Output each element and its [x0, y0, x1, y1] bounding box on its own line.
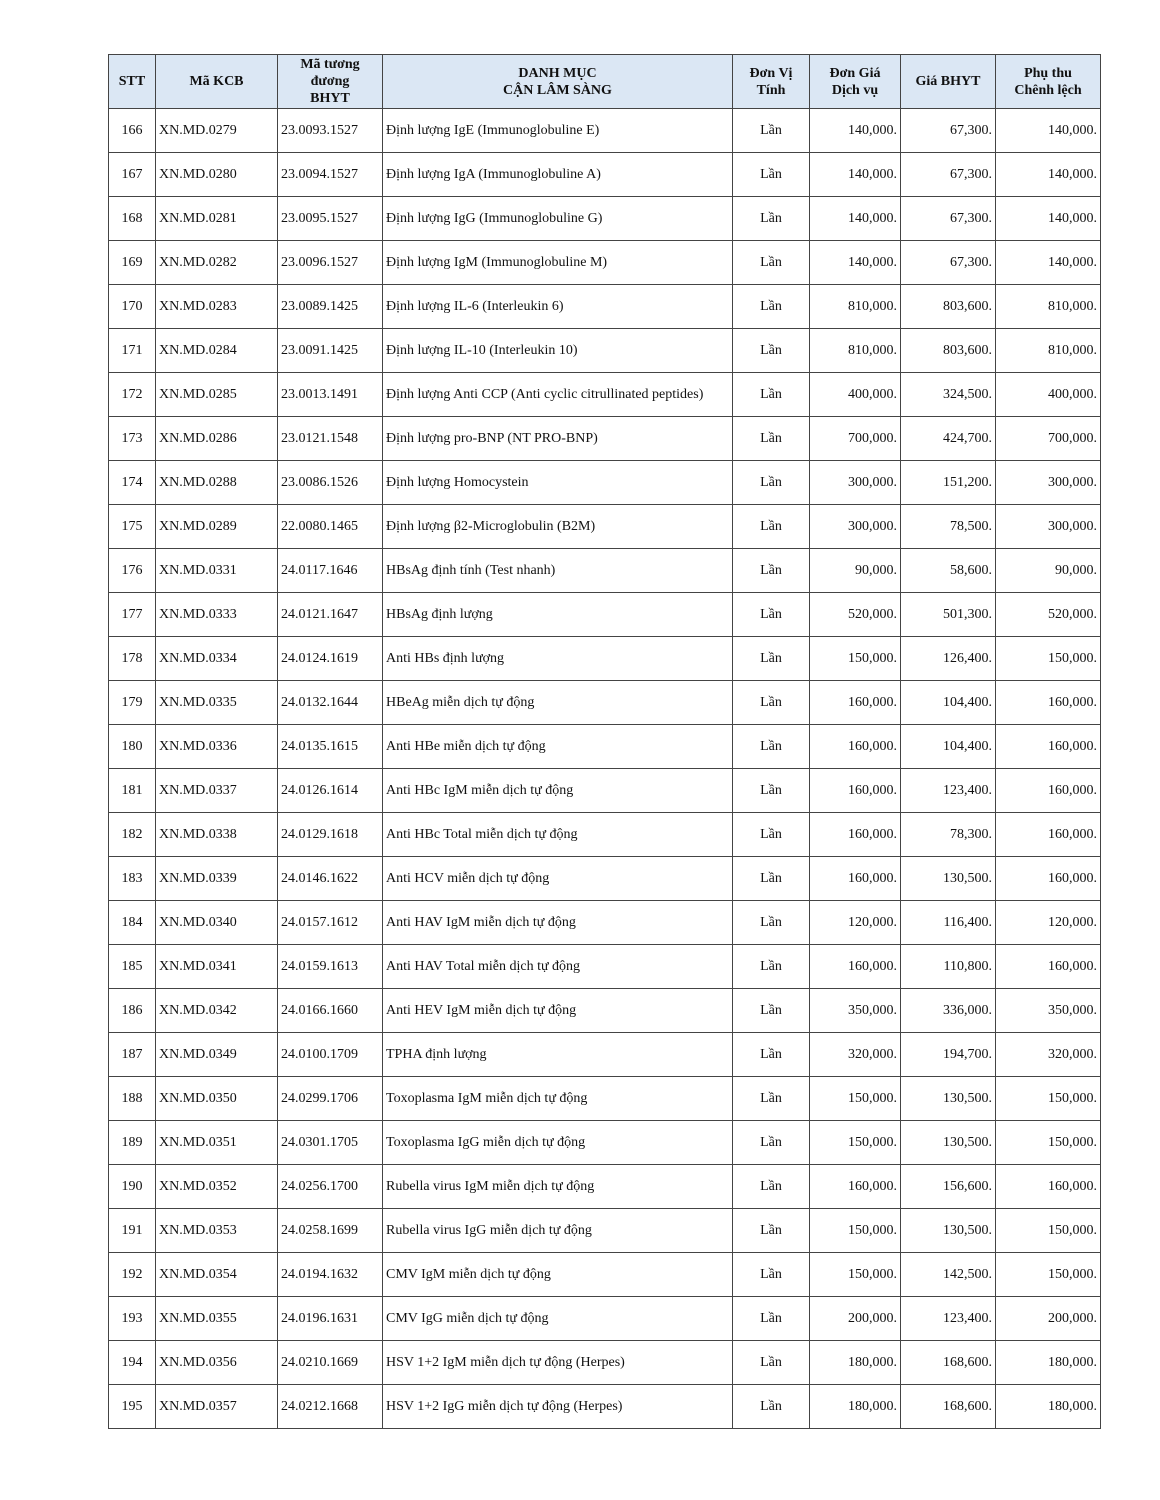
cell-phu-thu: 150,000.	[996, 1209, 1101, 1253]
cell-don-gia: 150,000.	[810, 1253, 901, 1297]
cell-ma-tuong-duong: 24.0194.1632	[278, 1253, 383, 1297]
cell-danh-muc: Định lượng IgM (Immunoglobuline M)	[383, 241, 733, 285]
cell-stt: 166	[109, 109, 156, 153]
table-row	[109, 1253, 1101, 1297]
cell-ma-kcb: XN.MD.0338	[156, 813, 278, 857]
cell-ma-tuong-duong: 23.0095.1527	[278, 197, 383, 241]
cell-don-gia: 160,000.	[810, 681, 901, 725]
cell-gia-bhyt: 126,400.	[901, 637, 996, 681]
cell-gia-bhyt: 156,600.	[901, 1165, 996, 1209]
cell-ma-kcb: XN.MD.0341	[156, 945, 278, 989]
cell-gia-bhyt: 324,500.	[901, 373, 996, 417]
cell-don-gia: 520,000.	[810, 593, 901, 637]
cell-don-gia: 160,000.	[810, 725, 901, 769]
cell-phu-thu: 300,000.	[996, 461, 1101, 505]
cell-danh-muc: Định lượng pro-BNP (NT PRO-BNP)	[383, 417, 733, 461]
cell-ma-kcb: XN.MD.0285	[156, 373, 278, 417]
cell-phu-thu: 160,000.	[996, 725, 1101, 769]
table-row	[109, 241, 1101, 285]
table-row	[109, 153, 1101, 197]
cell-phu-thu: 90,000.	[996, 549, 1101, 593]
cell-phu-thu: 400,000.	[996, 373, 1101, 417]
cell-don-vi: Lần	[733, 417, 810, 461]
header-ma-tuong-duong	[278, 55, 383, 109]
header-don-gia-line: Đơn Giá	[829, 65, 881, 81]
cell-don-gia: 810,000.	[810, 329, 901, 373]
cell-stt: 192	[109, 1253, 156, 1297]
cell-ma-kcb: XN.MD.0333	[156, 593, 278, 637]
table-row	[109, 813, 1101, 857]
cell-gia-bhyt: 104,400.	[901, 681, 996, 725]
cell-ma-tuong-duong: 23.0096.1527	[278, 241, 383, 285]
cell-ma-kcb: XN.MD.0352	[156, 1165, 278, 1209]
cell-ma-tuong-duong: 23.0094.1527	[278, 153, 383, 197]
cell-don-vi: Lần	[733, 373, 810, 417]
table-row	[109, 1121, 1101, 1165]
table-row	[109, 329, 1101, 373]
cell-stt: 184	[109, 901, 156, 945]
cell-don-gia: 810,000.	[810, 285, 901, 329]
cell-ma-kcb: XN.MD.0334	[156, 637, 278, 681]
cell-phu-thu: 520,000.	[996, 593, 1101, 637]
table-row	[109, 1385, 1101, 1429]
cell-ma-tuong-duong: 24.0258.1699	[278, 1209, 383, 1253]
cell-danh-muc: Định lượng Anti CCP (Anti cyclic citrullinated peptides)	[383, 373, 733, 417]
cell-don-vi: Lần	[733, 1077, 810, 1121]
cell-danh-muc: CMV IgG miễn dịch tự động	[383, 1297, 733, 1341]
cell-don-gia: 200,000.	[810, 1297, 901, 1341]
cell-gia-bhyt: 130,500.	[901, 1121, 996, 1165]
cell-ma-tuong-duong: 24.0124.1619	[278, 637, 383, 681]
cell-ma-kcb: XN.MD.0284	[156, 329, 278, 373]
cell-phu-thu: 320,000.	[996, 1033, 1101, 1077]
cell-danh-muc: Định lượng IgA (Immunoglobuline A)	[383, 153, 733, 197]
cell-don-vi: Lần	[733, 725, 810, 769]
cell-ma-kcb: XN.MD.0331	[156, 549, 278, 593]
cell-don-gia: 140,000.	[810, 197, 901, 241]
cell-stt: 180	[109, 725, 156, 769]
cell-danh-muc: Định lượng Homocystein	[383, 461, 733, 505]
cell-don-vi: Lần	[733, 153, 810, 197]
cell-don-gia: 140,000.	[810, 109, 901, 153]
cell-stt: 172	[109, 373, 156, 417]
cell-don-vi: Lần	[733, 857, 810, 901]
cell-gia-bhyt: 116,400.	[901, 901, 996, 945]
cell-don-vi: Lần	[733, 769, 810, 813]
cell-stt: 170	[109, 285, 156, 329]
cell-ma-tuong-duong: 23.0013.1491	[278, 373, 383, 417]
table-row	[109, 549, 1101, 593]
cell-stt: 171	[109, 329, 156, 373]
cell-phu-thu: 160,000.	[996, 1165, 1101, 1209]
header-ma-tuong-duong-line: đương	[310, 74, 350, 89]
table-row	[109, 285, 1101, 329]
cell-phu-thu: 810,000.	[996, 329, 1101, 373]
cell-ma-tuong-duong: 24.0129.1618	[278, 813, 383, 857]
header-phu-thu-line: Chênh lệch	[1014, 82, 1082, 98]
cell-stt: 183	[109, 857, 156, 901]
table-row	[109, 109, 1101, 153]
table-row	[109, 1077, 1101, 1121]
cell-gia-bhyt: 194,700.	[901, 1033, 996, 1077]
cell-ma-tuong-duong: 24.0210.1669	[278, 1341, 383, 1385]
cell-don-vi: Lần	[733, 945, 810, 989]
cell-phu-thu: 160,000.	[996, 813, 1101, 857]
cell-don-gia: 320,000.	[810, 1033, 901, 1077]
cell-don-gia: 160,000.	[810, 813, 901, 857]
cell-don-vi: Lần	[733, 1165, 810, 1209]
cell-don-vi: Lần	[733, 989, 810, 1033]
cell-ma-tuong-duong: 24.0132.1644	[278, 681, 383, 725]
header-phu-thu-line: Phụ thu	[1024, 65, 1072, 81]
cell-ma-kcb: XN.MD.0350	[156, 1077, 278, 1121]
cell-gia-bhyt: 424,700.	[901, 417, 996, 461]
table-row	[109, 593, 1101, 637]
cell-don-vi: Lần	[733, 505, 810, 549]
cell-phu-thu: 140,000.	[996, 241, 1101, 285]
cell-gia-bhyt: 123,400.	[901, 1297, 996, 1341]
cell-ma-kcb: XN.MD.0349	[156, 1033, 278, 1077]
cell-don-vi: Lần	[733, 1385, 810, 1429]
cell-phu-thu: 150,000.	[996, 1253, 1101, 1297]
cell-danh-muc: Anti HCV miễn dịch tự động	[383, 857, 733, 901]
header-ma-tuong-duong-line: BHYT	[310, 91, 350, 106]
cell-ma-tuong-duong: 24.0157.1612	[278, 901, 383, 945]
cell-danh-muc: Anti HBs định lượng	[383, 637, 733, 681]
cell-phu-thu: 140,000.	[996, 109, 1101, 153]
cell-phu-thu: 160,000.	[996, 681, 1101, 725]
cell-gia-bhyt: 130,500.	[901, 857, 996, 901]
cell-ma-tuong-duong: 24.0117.1646	[278, 549, 383, 593]
cell-phu-thu: 700,000.	[996, 417, 1101, 461]
header-phu-thu	[996, 55, 1101, 109]
header-danh-muc-line: CẬN LÂM SÀNG	[503, 82, 612, 98]
cell-ma-tuong-duong: 24.0126.1614	[278, 769, 383, 813]
table-row	[109, 461, 1101, 505]
cell-ma-tuong-duong: 24.0196.1631	[278, 1297, 383, 1341]
cell-danh-muc: Toxoplasma IgM miễn dịch tự động	[383, 1077, 733, 1121]
cell-phu-thu: 200,000.	[996, 1297, 1101, 1341]
price-table	[108, 54, 1101, 1429]
cell-gia-bhyt: 168,600.	[901, 1341, 996, 1385]
cell-gia-bhyt: 151,200.	[901, 461, 996, 505]
cell-stt: 188	[109, 1077, 156, 1121]
cell-don-vi: Lần	[733, 901, 810, 945]
cell-don-gia: 150,000.	[810, 637, 901, 681]
cell-stt: 194	[109, 1341, 156, 1385]
header-don-vi-line: Đơn Vị	[749, 65, 793, 81]
cell-danh-muc: Rubella virus IgG miễn dịch tự động	[383, 1209, 733, 1253]
cell-danh-muc: Anti HBc Total miễn dịch tự động	[383, 813, 733, 857]
table-row	[109, 417, 1101, 461]
cell-phu-thu: 120,000.	[996, 901, 1101, 945]
cell-danh-muc: Rubella virus IgM miễn dịch tự động	[383, 1165, 733, 1209]
cell-ma-kcb: XN.MD.0339	[156, 857, 278, 901]
cell-stt: 193	[109, 1297, 156, 1341]
table-row	[109, 1033, 1101, 1077]
table-row	[109, 945, 1101, 989]
cell-ma-kcb: XN.MD.0337	[156, 769, 278, 813]
cell-ma-kcb: XN.MD.0355	[156, 1297, 278, 1341]
cell-don-vi: Lần	[733, 329, 810, 373]
cell-danh-muc: TPHA định lượng	[383, 1033, 733, 1077]
cell-gia-bhyt: 67,300.	[901, 109, 996, 153]
cell-don-gia: 350,000.	[810, 989, 901, 1033]
cell-don-vi: Lần	[733, 1033, 810, 1077]
cell-don-vi: Lần	[733, 813, 810, 857]
cell-ma-tuong-duong: 23.0091.1425	[278, 329, 383, 373]
cell-stt: 176	[109, 549, 156, 593]
cell-gia-bhyt: 130,500.	[901, 1209, 996, 1253]
cell-don-vi: Lần	[733, 241, 810, 285]
cell-ma-kcb: XN.MD.0280	[156, 153, 278, 197]
cell-stt: 186	[109, 989, 156, 1033]
cell-ma-kcb: XN.MD.0335	[156, 681, 278, 725]
cell-phu-thu: 140,000.	[996, 197, 1101, 241]
cell-ma-kcb: XN.MD.0340	[156, 901, 278, 945]
cell-don-gia: 180,000.	[810, 1341, 901, 1385]
cell-don-gia: 180,000.	[810, 1385, 901, 1429]
cell-stt: 179	[109, 681, 156, 725]
cell-gia-bhyt: 168,600.	[901, 1385, 996, 1429]
cell-don-gia: 150,000.	[810, 1077, 901, 1121]
cell-ma-tuong-duong: 24.0100.1709	[278, 1033, 383, 1077]
header-ma-tuong-duong-line: Mã tương	[300, 57, 360, 72]
cell-danh-muc: Anti HAV Total miễn dịch tự động	[383, 945, 733, 989]
cell-ma-kcb: XN.MD.0283	[156, 285, 278, 329]
cell-ma-tuong-duong: 24.0135.1615	[278, 725, 383, 769]
cell-ma-tuong-duong: 23.0093.1527	[278, 109, 383, 153]
table-row	[109, 637, 1101, 681]
cell-danh-muc: Anti HBc IgM miễn dịch tự động	[383, 769, 733, 813]
cell-stt: 175	[109, 505, 156, 549]
header-gia-bhyt: Giá BHYT	[901, 55, 996, 109]
cell-phu-thu: 150,000.	[996, 1121, 1101, 1165]
cell-don-vi: Lần	[733, 109, 810, 153]
cell-stt: 191	[109, 1209, 156, 1253]
cell-gia-bhyt: 123,400.	[901, 769, 996, 813]
cell-don-gia: 160,000.	[810, 1165, 901, 1209]
cell-don-vi: Lần	[733, 681, 810, 725]
cell-ma-tuong-duong: 24.0301.1705	[278, 1121, 383, 1165]
table-row	[109, 989, 1101, 1033]
cell-don-vi: Lần	[733, 1209, 810, 1253]
cell-ma-kcb: XN.MD.0279	[156, 109, 278, 153]
table-row	[109, 725, 1101, 769]
table-body	[109, 109, 1101, 1429]
cell-stt: 190	[109, 1165, 156, 1209]
cell-ma-tuong-duong: 24.0159.1613	[278, 945, 383, 989]
cell-don-gia: 400,000.	[810, 373, 901, 417]
cell-ma-kcb: XN.MD.0356	[156, 1341, 278, 1385]
table-row	[109, 1165, 1101, 1209]
cell-don-vi: Lần	[733, 549, 810, 593]
table-row	[109, 769, 1101, 813]
cell-gia-bhyt: 501,300.	[901, 593, 996, 637]
cell-phu-thu: 350,000.	[996, 989, 1101, 1033]
header-danh-muc	[383, 55, 733, 109]
cell-ma-tuong-duong: 24.0166.1660	[278, 989, 383, 1033]
table-row	[109, 373, 1101, 417]
header-ma-kcb: Mã KCB	[156, 55, 278, 109]
cell-danh-muc: HBeAg miễn dịch tự động	[383, 681, 733, 725]
cell-stt: 169	[109, 241, 156, 285]
cell-danh-muc: HBsAg định lượng	[383, 593, 733, 637]
cell-gia-bhyt: 803,600.	[901, 329, 996, 373]
cell-don-vi: Lần	[733, 1253, 810, 1297]
cell-phu-thu: 160,000.	[996, 769, 1101, 813]
cell-danh-muc: HSV 1+2 IgM miễn dịch tự động (Herpes)	[383, 1341, 733, 1385]
cell-danh-muc: Định lượng IgG (Immunoglobuline G)	[383, 197, 733, 241]
cell-gia-bhyt: 67,300.	[901, 197, 996, 241]
cell-stt: 178	[109, 637, 156, 681]
cell-ma-kcb: XN.MD.0336	[156, 725, 278, 769]
cell-ma-kcb: XN.MD.0289	[156, 505, 278, 549]
cell-phu-thu: 160,000.	[996, 945, 1101, 989]
cell-phu-thu: 300,000.	[996, 505, 1101, 549]
cell-don-gia: 300,000.	[810, 505, 901, 549]
cell-gia-bhyt: 58,600.	[901, 549, 996, 593]
cell-stt: 187	[109, 1033, 156, 1077]
table-row	[109, 197, 1101, 241]
cell-don-vi: Lần	[733, 1297, 810, 1341]
cell-don-gia: 140,000.	[810, 241, 901, 285]
cell-don-vi: Lần	[733, 637, 810, 681]
cell-danh-muc: Toxoplasma IgG miễn dịch tự động	[383, 1121, 733, 1165]
cell-don-gia: 150,000.	[810, 1209, 901, 1253]
cell-danh-muc: Anti HAV IgM miễn dịch tự động	[383, 901, 733, 945]
table-row	[109, 505, 1101, 549]
cell-danh-muc: HBsAg định tính (Test nhanh)	[383, 549, 733, 593]
cell-ma-tuong-duong: 24.0121.1647	[278, 593, 383, 637]
cell-gia-bhyt: 803,600.	[901, 285, 996, 329]
cell-phu-thu: 160,000.	[996, 857, 1101, 901]
header-row	[109, 55, 1101, 109]
cell-gia-bhyt: 78,500.	[901, 505, 996, 549]
cell-stt: 195	[109, 1385, 156, 1429]
cell-danh-muc: Anti HEV IgM miễn dịch tự động	[383, 989, 733, 1033]
cell-stt: 185	[109, 945, 156, 989]
cell-stt: 189	[109, 1121, 156, 1165]
header-danh-muc-line: DANH MỤC	[518, 65, 597, 81]
cell-ma-tuong-duong: 24.0256.1700	[278, 1165, 383, 1209]
header-stt: STT	[109, 55, 156, 109]
cell-don-gia: 700,000.	[810, 417, 901, 461]
cell-ma-kcb: XN.MD.0357	[156, 1385, 278, 1429]
cell-don-gia: 300,000.	[810, 461, 901, 505]
cell-stt: 168	[109, 197, 156, 241]
cell-don-gia: 160,000.	[810, 945, 901, 989]
cell-don-vi: Lần	[733, 461, 810, 505]
table-row	[109, 857, 1101, 901]
cell-gia-bhyt: 78,300.	[901, 813, 996, 857]
cell-phu-thu: 180,000.	[996, 1341, 1101, 1385]
table-row	[109, 1209, 1101, 1253]
cell-phu-thu: 150,000.	[996, 1077, 1101, 1121]
cell-don-vi: Lần	[733, 1121, 810, 1165]
cell-ma-tuong-duong: 24.0299.1706	[278, 1077, 383, 1121]
cell-don-gia: 150,000.	[810, 1121, 901, 1165]
cell-stt: 167	[109, 153, 156, 197]
cell-danh-muc: Định lượng β2-Microglobulin (B2M)	[383, 505, 733, 549]
table-row	[109, 1341, 1101, 1385]
cell-don-gia: 160,000.	[810, 857, 901, 901]
cell-ma-tuong-duong: 24.0146.1622	[278, 857, 383, 901]
cell-don-vi: Lần	[733, 1341, 810, 1385]
cell-danh-muc: CMV IgM miễn dịch tự động	[383, 1253, 733, 1297]
cell-stt: 174	[109, 461, 156, 505]
header-don-gia	[810, 55, 901, 109]
cell-stt: 173	[109, 417, 156, 461]
cell-phu-thu: 150,000.	[996, 637, 1101, 681]
cell-stt: 181	[109, 769, 156, 813]
cell-ma-kcb: XN.MD.0342	[156, 989, 278, 1033]
cell-ma-tuong-duong: 23.0121.1548	[278, 417, 383, 461]
header-don-gia-line: Dịch vụ	[831, 82, 879, 98]
cell-ma-kcb: XN.MD.0354	[156, 1253, 278, 1297]
table-row	[109, 901, 1101, 945]
cell-danh-muc: Định lượng IL-10 (Interleukin 10)	[383, 329, 733, 373]
cell-phu-thu: 810,000.	[996, 285, 1101, 329]
cell-gia-bhyt: 142,500.	[901, 1253, 996, 1297]
cell-don-vi: Lần	[733, 197, 810, 241]
cell-don-gia: 160,000.	[810, 769, 901, 813]
cell-gia-bhyt: 130,500.	[901, 1077, 996, 1121]
cell-gia-bhyt: 110,800.	[901, 945, 996, 989]
header-don-vi-line: Tính	[756, 82, 786, 98]
table-row	[109, 1297, 1101, 1341]
cell-ma-tuong-duong: 23.0089.1425	[278, 285, 383, 329]
cell-ma-kcb: XN.MD.0351	[156, 1121, 278, 1165]
cell-don-gia: 120,000.	[810, 901, 901, 945]
cell-ma-kcb: XN.MD.0282	[156, 241, 278, 285]
cell-gia-bhyt: 104,400.	[901, 725, 996, 769]
cell-danh-muc: Định lượng IgE (Immunoglobuline E)	[383, 109, 733, 153]
cell-ma-kcb: XN.MD.0286	[156, 417, 278, 461]
table-row	[109, 681, 1101, 725]
cell-ma-kcb: XN.MD.0288	[156, 461, 278, 505]
cell-don-vi: Lần	[733, 285, 810, 329]
cell-ma-kcb: XN.MD.0281	[156, 197, 278, 241]
cell-ma-tuong-duong: 24.0212.1668	[278, 1385, 383, 1429]
cell-gia-bhyt: 336,000.	[901, 989, 996, 1033]
cell-don-vi: Lần	[733, 593, 810, 637]
cell-danh-muc: HSV 1+2 IgG miễn dịch tự động (Herpes)	[383, 1385, 733, 1429]
cell-phu-thu: 180,000.	[996, 1385, 1101, 1429]
cell-ma-tuong-duong: 23.0086.1526	[278, 461, 383, 505]
cell-ma-kcb: XN.MD.0353	[156, 1209, 278, 1253]
cell-don-gia: 140,000.	[810, 153, 901, 197]
cell-ma-tuong-duong: 22.0080.1465	[278, 505, 383, 549]
cell-don-gia: 90,000.	[810, 549, 901, 593]
cell-danh-muc: Anti HBe miễn dịch tự động	[383, 725, 733, 769]
cell-gia-bhyt: 67,300.	[901, 153, 996, 197]
header-don-vi	[733, 55, 810, 109]
cell-stt: 177	[109, 593, 156, 637]
cell-stt: 182	[109, 813, 156, 857]
cell-phu-thu: 140,000.	[996, 153, 1101, 197]
cell-danh-muc: Định lượng IL-6 (Interleukin 6)	[383, 285, 733, 329]
cell-gia-bhyt: 67,300.	[901, 241, 996, 285]
